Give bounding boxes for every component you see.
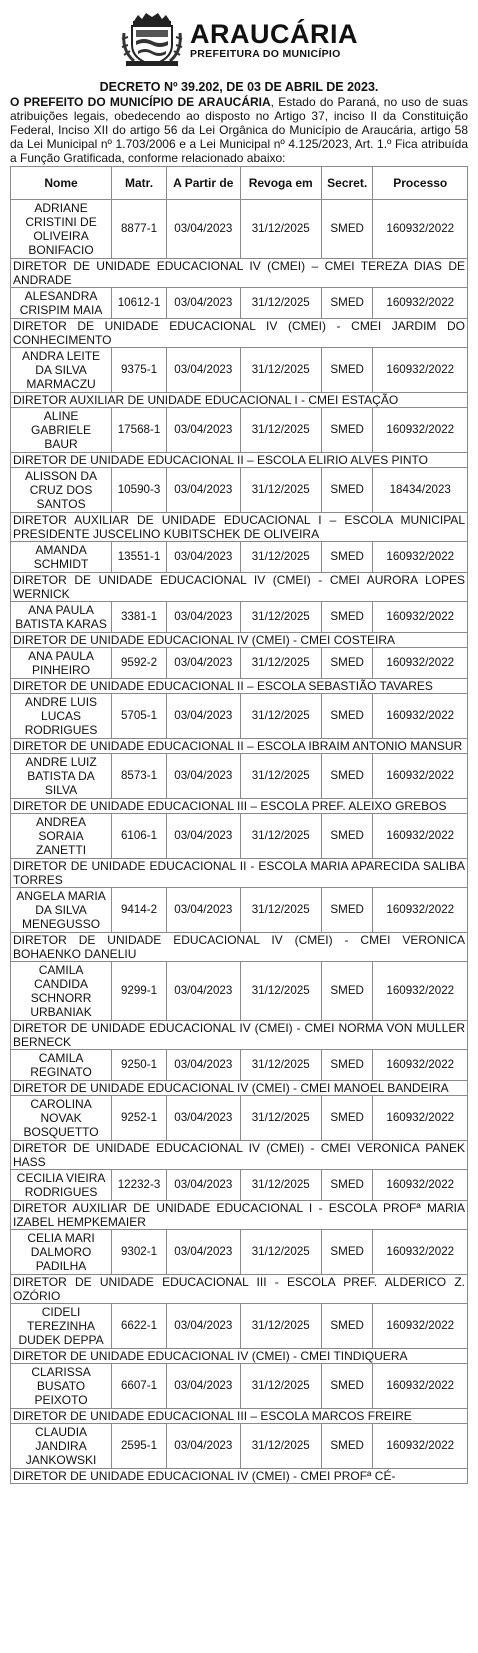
- cell-processo: 160932/2022: [373, 1424, 468, 1469]
- function-row: [11, 1201, 468, 1230]
- function-row: [11, 1409, 468, 1424]
- table-row: [11, 1230, 468, 1275]
- table-row: [11, 1364, 468, 1409]
- cell-processo: 160932/2022: [373, 348, 468, 393]
- header-processo: Processo: [373, 167, 468, 200]
- cell-revoga-em: 31/12/2025: [240, 348, 321, 393]
- cell-matricula: 9252-1: [112, 1096, 167, 1141]
- cell-matricula: 10612-1: [112, 288, 167, 319]
- cell-processo: 160932/2022: [373, 1304, 468, 1349]
- cell-processo: 160932/2022: [373, 1170, 468, 1201]
- function-row: [11, 1469, 468, 1484]
- function-row: [11, 1021, 468, 1050]
- cell-matricula: 12232-3: [112, 1170, 167, 1201]
- cell-processo: 160932/2022: [373, 694, 468, 739]
- cell-funcao: DIRETOR DE UNIDADE EDUCACIONAL IV (CMEI) - CMEI AURORA LOPES WERNICK: [11, 573, 468, 602]
- cell-a-partir-de: 03/04/2023: [166, 602, 240, 633]
- function-row: [11, 633, 468, 648]
- function-row: [11, 859, 468, 888]
- cell-secretaria: SMED: [321, 1364, 373, 1409]
- cell-nome: ALESANDRA CRISPIM MAIA: [11, 288, 112, 319]
- cell-nome: CIDELI TEREZINHA DUDEK DEPPA: [11, 1304, 112, 1349]
- cell-a-partir-de: 03/04/2023: [166, 468, 240, 513]
- cell-nome: ANDRA LEITE DA SILVA MARMACZU: [11, 348, 112, 393]
- cell-processo: 160932/2022: [373, 648, 468, 679]
- cell-matricula: 9592-2: [112, 648, 167, 679]
- cell-funcao: DIRETOR DE UNIDADE EDUCACIONAL IV (CMEI) - CMEI MANOEL BANDEIRA: [11, 1081, 468, 1096]
- cell-secretaria: SMED: [321, 1230, 373, 1275]
- cell-a-partir-de: 03/04/2023: [166, 200, 240, 259]
- cell-revoga-em: 31/12/2025: [240, 648, 321, 679]
- cell-a-partir-de: 03/04/2023: [166, 1230, 240, 1275]
- municipal-crest-icon: [120, 11, 184, 69]
- function-row: [11, 933, 468, 962]
- cell-matricula: 13551-1: [112, 542, 167, 573]
- cell-secretaria: SMED: [321, 888, 373, 933]
- cell-funcao: DIRETOR DE UNIDADE EDUCACIONAL II - ESCOLA MARIA APARECIDA SALIBA TORRES: [11, 859, 468, 888]
- cell-matricula: 6106-1: [112, 814, 167, 859]
- cell-funcao: DIRETOR DE UNIDADE EDUCACIONAL III - ESCOLA PREF. ALDERICO Z. OZÓRIO: [11, 1275, 468, 1304]
- cell-matricula: 6607-1: [112, 1364, 167, 1409]
- cell-secretaria: SMED: [321, 814, 373, 859]
- cell-nome: AMANDA SCHMIDT: [11, 542, 112, 573]
- function-row: [11, 319, 468, 348]
- cell-processo: 160932/2022: [373, 962, 468, 1021]
- function-row: [11, 739, 468, 754]
- function-row: [11, 1081, 468, 1096]
- cell-matricula: 17568-1: [112, 408, 167, 453]
- table-row: [11, 962, 468, 1021]
- cell-a-partir-de: 03/04/2023: [166, 888, 240, 933]
- table-header-row: [11, 167, 468, 200]
- cell-funcao: DIRETOR DE UNIDADE EDUCACIONAL IV (CMEI) - CMEI JARDIM DO CONHECIMENTO: [11, 319, 468, 348]
- cell-nome: CAMILA CANDIDA SCHNORR URBANIAK: [11, 962, 112, 1021]
- cell-funcao: DIRETOR DE UNIDADE EDUCACIONAL III – ESCOLA PREF. ALEIXO GREBOS: [11, 799, 468, 814]
- cell-processo: 160932/2022: [373, 542, 468, 573]
- cell-a-partir-de: 03/04/2023: [166, 1096, 240, 1141]
- brand: [190, 18, 358, 60]
- function-row: [11, 1349, 468, 1364]
- cell-funcao: DIRETOR AUXILIAR DE UNIDADE EDUCACIONAL I – ESCOLA MUNICIPAL PRESIDENTE JUSCELINO KUBITSCHEK DE OLIVEIRA: [11, 513, 468, 542]
- cell-funcao: DIRETOR DE UNIDADE EDUCACIONAL IV (CMEI) - CMEI PROFª CÉ-: [11, 1469, 468, 1484]
- cell-nome: ANGELA MARIA DA SILVA MENEGUSSO: [11, 888, 112, 933]
- cell-funcao: DIRETOR DE UNIDADE EDUCACIONAL II – ESCOLA SEBASTIÃO TAVARES: [11, 679, 468, 694]
- table-row: [11, 648, 468, 679]
- cell-nome: ALINE GABRIELE BAUR: [11, 408, 112, 453]
- function-row: [11, 679, 468, 694]
- function-row: [11, 513, 468, 542]
- cell-funcao: DIRETOR DE UNIDADE EDUCACIONAL IV (CMEI) - CMEI VERONICA PANEK HASS: [11, 1141, 468, 1170]
- table-row: [11, 814, 468, 859]
- cell-matricula: 9250-1: [112, 1050, 167, 1081]
- cell-processo: 160932/2022: [373, 1364, 468, 1409]
- table-row: [11, 468, 468, 513]
- cell-secretaria: SMED: [321, 648, 373, 679]
- cell-matricula: 9375-1: [112, 348, 167, 393]
- cell-revoga-em: 31/12/2025: [240, 200, 321, 259]
- cell-secretaria: SMED: [321, 408, 373, 453]
- function-row: [11, 1141, 468, 1170]
- cell-processo: 160932/2022: [373, 888, 468, 933]
- function-row: [11, 1275, 468, 1304]
- header-revoga-em: Revoga em: [240, 167, 321, 200]
- cell-nome: ALISSON DA CRUZ DOS SANTOS: [11, 468, 112, 513]
- cell-processo: 160932/2022: [373, 1096, 468, 1141]
- header-secretaria: Secret.: [321, 167, 373, 200]
- table-row: [11, 408, 468, 453]
- header-nome: Nome: [11, 167, 112, 200]
- table-row: [11, 1304, 468, 1349]
- function-row: [11, 799, 468, 814]
- cell-funcao: DIRETOR DE UNIDADE EDUCACIONAL IV (CMEI) – CMEI TEREZA DIAS DE ANDRADE: [11, 259, 468, 288]
- appointments-table: [10, 166, 468, 1484]
- cell-revoga-em: 31/12/2025: [240, 888, 321, 933]
- table-row: [11, 1096, 468, 1141]
- cell-revoga-em: 31/12/2025: [240, 814, 321, 859]
- function-row: [11, 453, 468, 468]
- cell-processo: 18434/2023: [373, 468, 468, 513]
- cell-processo: 160932/2022: [373, 408, 468, 453]
- cell-nome: CLAUDIA JANDIRA JANKOWSKI: [11, 1424, 112, 1469]
- cell-secretaria: SMED: [321, 542, 373, 573]
- table-row: [11, 1170, 468, 1201]
- cell-processo: 160932/2022: [373, 200, 468, 259]
- cell-a-partir-de: 03/04/2023: [166, 694, 240, 739]
- cell-a-partir-de: 03/04/2023: [166, 648, 240, 679]
- cell-funcao: DIRETOR DE UNIDADE EDUCACIONAL II – ESCOLA ELIRIO ALVES PINTO: [11, 453, 468, 468]
- cell-revoga-em: 31/12/2025: [240, 1304, 321, 1349]
- cell-revoga-em: 31/12/2025: [240, 1170, 321, 1201]
- cell-a-partir-de: 03/04/2023: [166, 1050, 240, 1081]
- cell-matricula: 8573-1: [112, 754, 167, 799]
- cell-nome: CELIA MARI DALMORO PADILHA: [11, 1230, 112, 1275]
- cell-revoga-em: 31/12/2025: [240, 288, 321, 319]
- table-row: [11, 288, 468, 319]
- cell-secretaria: SMED: [321, 288, 373, 319]
- page-header: [10, 10, 468, 70]
- cell-matricula: 8877-1: [112, 200, 167, 259]
- cell-processo: 160932/2022: [373, 288, 468, 319]
- cell-a-partir-de: 03/04/2023: [166, 348, 240, 393]
- cell-revoga-em: 31/12/2025: [240, 694, 321, 739]
- cell-matricula: 10590-3: [112, 468, 167, 513]
- cell-revoga-em: 31/12/2025: [240, 1230, 321, 1275]
- cell-processo: 160932/2022: [373, 602, 468, 633]
- table-row: [11, 754, 468, 799]
- cell-matricula: 9299-1: [112, 962, 167, 1021]
- cell-revoga-em: 31/12/2025: [240, 468, 321, 513]
- table-row: [11, 200, 468, 259]
- cell-matricula: 9414-2: [112, 888, 167, 933]
- cell-secretaria: SMED: [321, 348, 373, 393]
- cell-revoga-em: 31/12/2025: [240, 1096, 321, 1141]
- cell-secretaria: SMED: [321, 1096, 373, 1141]
- cell-secretaria: SMED: [321, 1304, 373, 1349]
- function-row: [11, 259, 468, 288]
- table-row: [11, 348, 468, 393]
- cell-processo: 160932/2022: [373, 1230, 468, 1275]
- cell-a-partir-de: 03/04/2023: [166, 288, 240, 319]
- cell-secretaria: SMED: [321, 694, 373, 739]
- cell-revoga-em: 31/12/2025: [240, 602, 321, 633]
- cell-nome: ANA PAULA BATISTA KARAS: [11, 602, 112, 633]
- cell-secretaria: SMED: [321, 1050, 373, 1081]
- cell-nome: ADRIANE CRISTINI DE OLIVEIRA BONIFACIO: [11, 200, 112, 259]
- cell-revoga-em: 31/12/2025: [240, 1050, 321, 1081]
- table-row: [11, 694, 468, 739]
- cell-revoga-em: 31/12/2025: [240, 542, 321, 573]
- cell-secretaria: SMED: [321, 200, 373, 259]
- cell-a-partir-de: 03/04/2023: [166, 1424, 240, 1469]
- cell-funcao: DIRETOR DE UNIDADE EDUCACIONAL IV (CMEI) - CMEI VERONICA BOHAENKO DANELIU: [11, 933, 468, 962]
- cell-nome: ANA PAULA PINHEIRO: [11, 648, 112, 679]
- table-body: [11, 200, 468, 1484]
- cell-nome: ANDRE LUIZ BATISTA DA SILVA: [11, 754, 112, 799]
- decree-title: DECRETO Nº 39.202, DE 03 DE ABRIL DE 2023.: [99, 80, 379, 94]
- cell-processo: 160932/2022: [373, 754, 468, 799]
- cell-secretaria: SMED: [321, 602, 373, 633]
- cell-a-partir-de: 03/04/2023: [166, 1304, 240, 1349]
- cell-nome: CECILIA VIEIRA RODRIGUES: [11, 1170, 112, 1201]
- function-row: [11, 393, 468, 408]
- cell-a-partir-de: 03/04/2023: [166, 814, 240, 859]
- cell-nome: CAROLINA NOVAK BOSQUETTO: [11, 1096, 112, 1141]
- cell-a-partir-de: 03/04/2023: [166, 754, 240, 799]
- cell-nome: CLARISSA BUSATO PEIXOTO: [11, 1364, 112, 1409]
- header-a-partir-de: A Partir de: [166, 167, 240, 200]
- cell-funcao: DIRETOR DE UNIDADE EDUCACIONAL II – ESCOLA IBRAIM ANTONIO MANSUR: [11, 739, 468, 754]
- cell-funcao: DIRETOR AUXILIAR DE UNIDADE EDUCACIONAL I - CMEI ESTAÇÃO: [11, 393, 468, 408]
- table-row: [11, 602, 468, 633]
- cell-matricula: 5705-1: [112, 694, 167, 739]
- cell-revoga-em: 31/12/2025: [240, 754, 321, 799]
- cell-processo: 160932/2022: [373, 1050, 468, 1081]
- cell-a-partir-de: 03/04/2023: [166, 542, 240, 573]
- cell-a-partir-de: 03/04/2023: [166, 962, 240, 1021]
- brand-subtitle: PREFEITURA DO MUNICÍPIO: [190, 47, 341, 60]
- brand-name: ARAUCÁRIA: [190, 18, 358, 49]
- cell-revoga-em: 31/12/2025: [240, 1364, 321, 1409]
- decree-intro: [10, 95, 468, 165]
- cell-funcao: DIRETOR AUXILIAR DE UNIDADE EDUCACIONAL I - ESCOLA PROFª MARIA IZABEL HEMPKEMAIER: [11, 1201, 468, 1230]
- cell-matricula: 2595-1: [112, 1424, 167, 1469]
- cell-secretaria: SMED: [321, 1170, 373, 1201]
- cell-a-partir-de: 03/04/2023: [166, 408, 240, 453]
- table-row: [11, 1424, 468, 1469]
- table-row: [11, 542, 468, 573]
- table-row: [11, 888, 468, 933]
- cell-matricula: 3381-1: [112, 602, 167, 633]
- cell-revoga-em: 31/12/2025: [240, 1424, 321, 1469]
- cell-revoga-em: 31/12/2025: [240, 408, 321, 453]
- cell-revoga-em: 31/12/2025: [240, 962, 321, 1021]
- intro-bold: O PREFEITO DO MUNICÍPIO DE ARAUCÁRIA: [10, 95, 271, 109]
- table-row: [11, 1050, 468, 1081]
- cell-funcao: DIRETOR DE UNIDADE EDUCACIONAL IV (CMEI) - CMEI TINDIQUERA: [11, 1349, 468, 1364]
- cell-processo: 160932/2022: [373, 814, 468, 859]
- cell-a-partir-de: 03/04/2023: [166, 1170, 240, 1201]
- function-row: [11, 573, 468, 602]
- cell-secretaria: SMED: [321, 962, 373, 1021]
- cell-secretaria: SMED: [321, 468, 373, 513]
- cell-nome: CAMILA REGINATO: [11, 1050, 112, 1081]
- cell-funcao: DIRETOR DE UNIDADE EDUCACIONAL IV (CMEI) - CMEI COSTEIRA: [11, 633, 468, 648]
- cell-a-partir-de: 03/04/2023: [166, 1364, 240, 1409]
- intro-text: , Estado do Paraná, no uso de suas atribuições legais, obedecendo ao disposto no Artigo 37, inciso II da Constituição Federal, Inciso XII do artigo 56 da Lei Orgânica do Município de Araucária, artigo 58 da Lei Municipal nº 1.703/2006 e a Lei Municipal nº 4.125/2023, Art. 1.º Fica atribuída a Função Gratificada, conforme relacionado abaixo:: [10, 95, 468, 165]
- cell-matricula: 9302-1: [112, 1230, 167, 1275]
- cell-secretaria: SMED: [321, 1424, 373, 1469]
- cell-matricula: 6622-1: [112, 1304, 167, 1349]
- cell-nome: ANDREA SORAIA ZANETTI: [11, 814, 112, 859]
- cell-funcao: DIRETOR DE UNIDADE EDUCACIONAL III – ESCOLA MARCOS FREIRE: [11, 1409, 468, 1424]
- header-matricula: Matr.: [112, 167, 167, 200]
- cell-nome: ANDRE LUIS LUCAS RODRIGUES: [11, 694, 112, 739]
- cell-funcao: DIRETOR DE UNIDADE EDUCACIONAL IV (CMEI) - CMEI NORMA VON MULLER BERNECK: [11, 1021, 468, 1050]
- cell-secretaria: SMED: [321, 754, 373, 799]
